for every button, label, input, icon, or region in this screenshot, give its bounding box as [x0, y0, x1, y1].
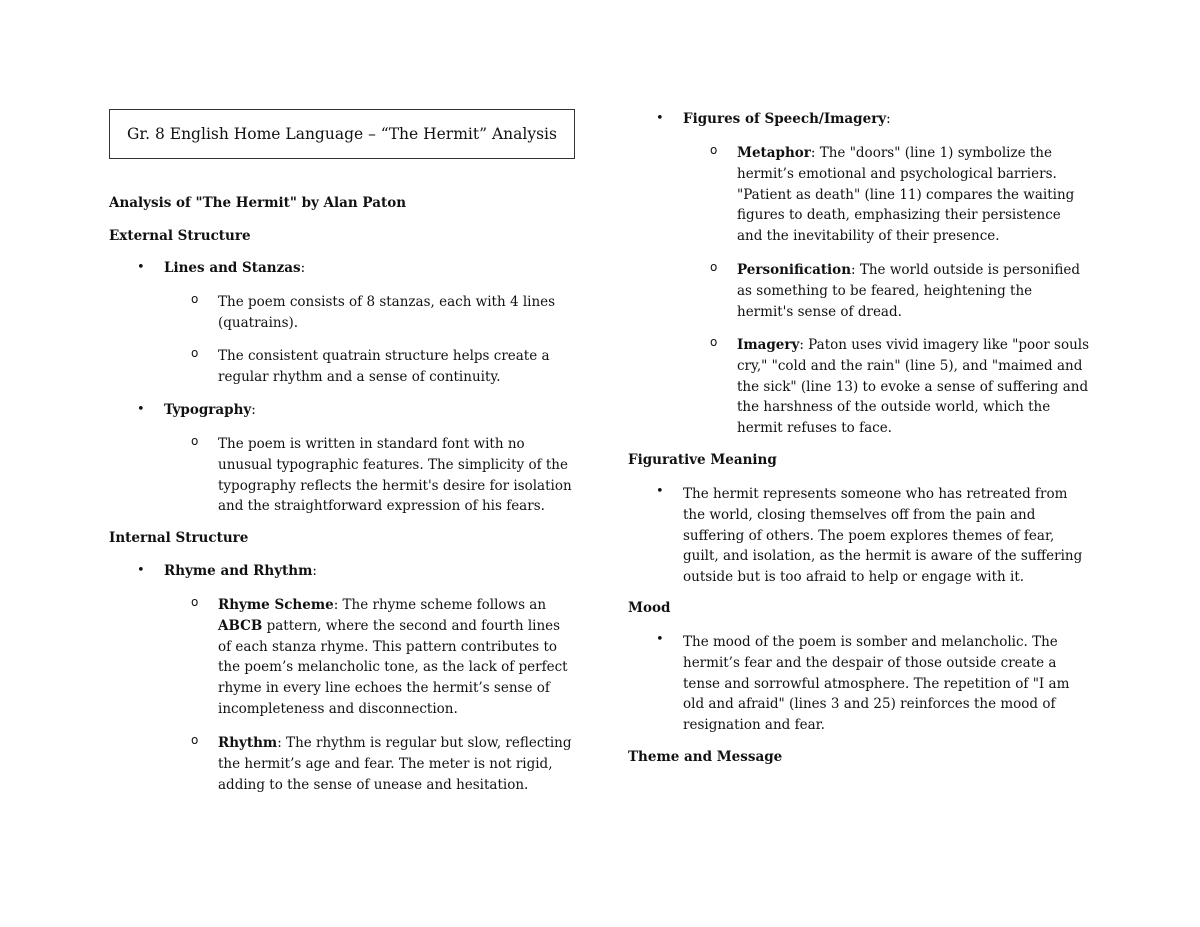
- bullet-label-row: [164, 563, 317, 579]
- personification-label: Personification: [737, 262, 852, 278]
- sub-bullet-marker: o: [191, 434, 199, 448]
- sub-bullet-marker: o: [710, 143, 718, 157]
- bullet-marker: •: [656, 632, 664, 647]
- typography-label: Typography: [164, 402, 252, 418]
- sub-bullet-marker: o: [191, 292, 199, 306]
- imagery-text: : Paton uses vivid imagery like "poor souls cry," "cold and the rain" (line 5), and "maimed and the sick" (line 13) to evoke a sense of suffering and the harshness of the outside world, which the hermit refuses to face.: [737, 337, 1090, 437]
- title-text: Gr. 8 English Home Language – “The Hermit” Analysis: [127, 125, 557, 143]
- internal-structure-heading: Internal Structure: [109, 530, 249, 546]
- sub-item-text: [737, 260, 1089, 322]
- lines-stanzas-label: Lines and Stanzas: [164, 260, 301, 276]
- sub-bullet-marker: o: [710, 260, 718, 274]
- rhyme-rhythm-label: Rhyme and Rhythm: [164, 563, 313, 579]
- sub-bullet-marker: o: [191, 346, 199, 360]
- label-colon: :: [312, 563, 317, 579]
- sub-item-text: [737, 143, 1089, 247]
- bullet-marker: •: [137, 260, 145, 275]
- rhythm-label: Rhythm: [218, 735, 278, 751]
- analysis-heading: Analysis of "The Hermit" by Alan Paton: [109, 195, 407, 211]
- metaphor-text: : The "doors" (line 1) symbolize the hermit’s emotional and psychological barriers. "Patient as death" (line 11) compares the waiting figures to death, emphasizing their persistence and the inevitability of their presence.: [737, 145, 1075, 245]
- sub-bullet-marker: o: [191, 595, 199, 609]
- label-colon: :: [251, 402, 256, 418]
- mood-heading: Mood: [628, 600, 671, 616]
- rhyme-scheme-pattern: ABCB: [218, 617, 263, 634]
- rhyme-scheme-text-cont: pattern, where the second and fourth lines of each stanza rhyme. This pattern contributes to the poem’s melancholic tone, as the lack of perfect rhyme in every line echoes the hermit’s sense of incompleteness and disconnection.: [218, 617, 568, 717]
- sub-bullet-marker: o: [191, 733, 199, 747]
- rhyme-scheme-label: Rhyme Scheme: [218, 597, 334, 613]
- bullet-marker: •: [656, 484, 664, 499]
- rhyme-scheme-text: : The rhyme scheme follows an: [333, 597, 547, 613]
- bullet-marker: •: [656, 111, 664, 126]
- imagery-label: Imagery: [737, 337, 800, 353]
- bullet-label-row: [683, 111, 891, 127]
- mood-text: The mood of the poem is somber and melancholic. The hermit’s fear and the despair of those outside create a tense and sorrowful atmosphere. The repetition of "I am old and afraid" (lines 3 and 25) reinforces the mood of resignation and fear.: [683, 634, 1070, 734]
- theme-message-heading: Theme and Message: [628, 749, 783, 765]
- bullet-label-row: [164, 260, 305, 276]
- bullet-marker: •: [137, 563, 145, 578]
- external-structure-heading: External Structure: [109, 228, 251, 244]
- figurative-meaning-heading: Figurative Meaning: [628, 452, 777, 468]
- sub-item-text: The poem is written in standard font with no unusual typographic features. The simplicity of the typography reflects the hermit's desire for isolation and the straightforward expression of his fears.: [218, 436, 572, 515]
- bullet-marker: •: [137, 402, 145, 417]
- sub-item-text: [737, 335, 1089, 439]
- page-title: [109, 109, 575, 159]
- label-colon: :: [886, 111, 891, 127]
- sub-item-text: The consistent quatrain structure helps create a regular rhythm and a sense of continuity.: [218, 348, 550, 385]
- sub-bullet-marker: o: [710, 335, 718, 349]
- sub-item-text: The poem consists of 8 stanzas, each with 4 lines (quatrains).: [218, 294, 556, 331]
- rhythm-text: : The rhythm is regular but slow, reflecting the hermit’s age and fear. The meter is not rigid, adding to the sense of unease and hesitation.: [218, 735, 572, 793]
- label-colon: :: [300, 260, 306, 276]
- figures-label: Figures of Speech/Imagery: [683, 111, 887, 127]
- bullet-label-row: [164, 402, 256, 418]
- sub-item-text: [218, 733, 573, 795]
- sub-item-text: [218, 595, 573, 720]
- personification-text: : The world outside is personified as something to be feared, heightening the hermit's sense of dread.: [737, 262, 1080, 320]
- figurative-text: The hermit represents someone who has retreated from the world, closing themselves off from the pain and suffering of others. The poem explores themes of fear, guilt, and isolation, as the hermit is aware of the suffering outside but is too afraid to help or engage with it.: [683, 486, 1083, 586]
- metaphor-label: Metaphor: [737, 145, 811, 161]
